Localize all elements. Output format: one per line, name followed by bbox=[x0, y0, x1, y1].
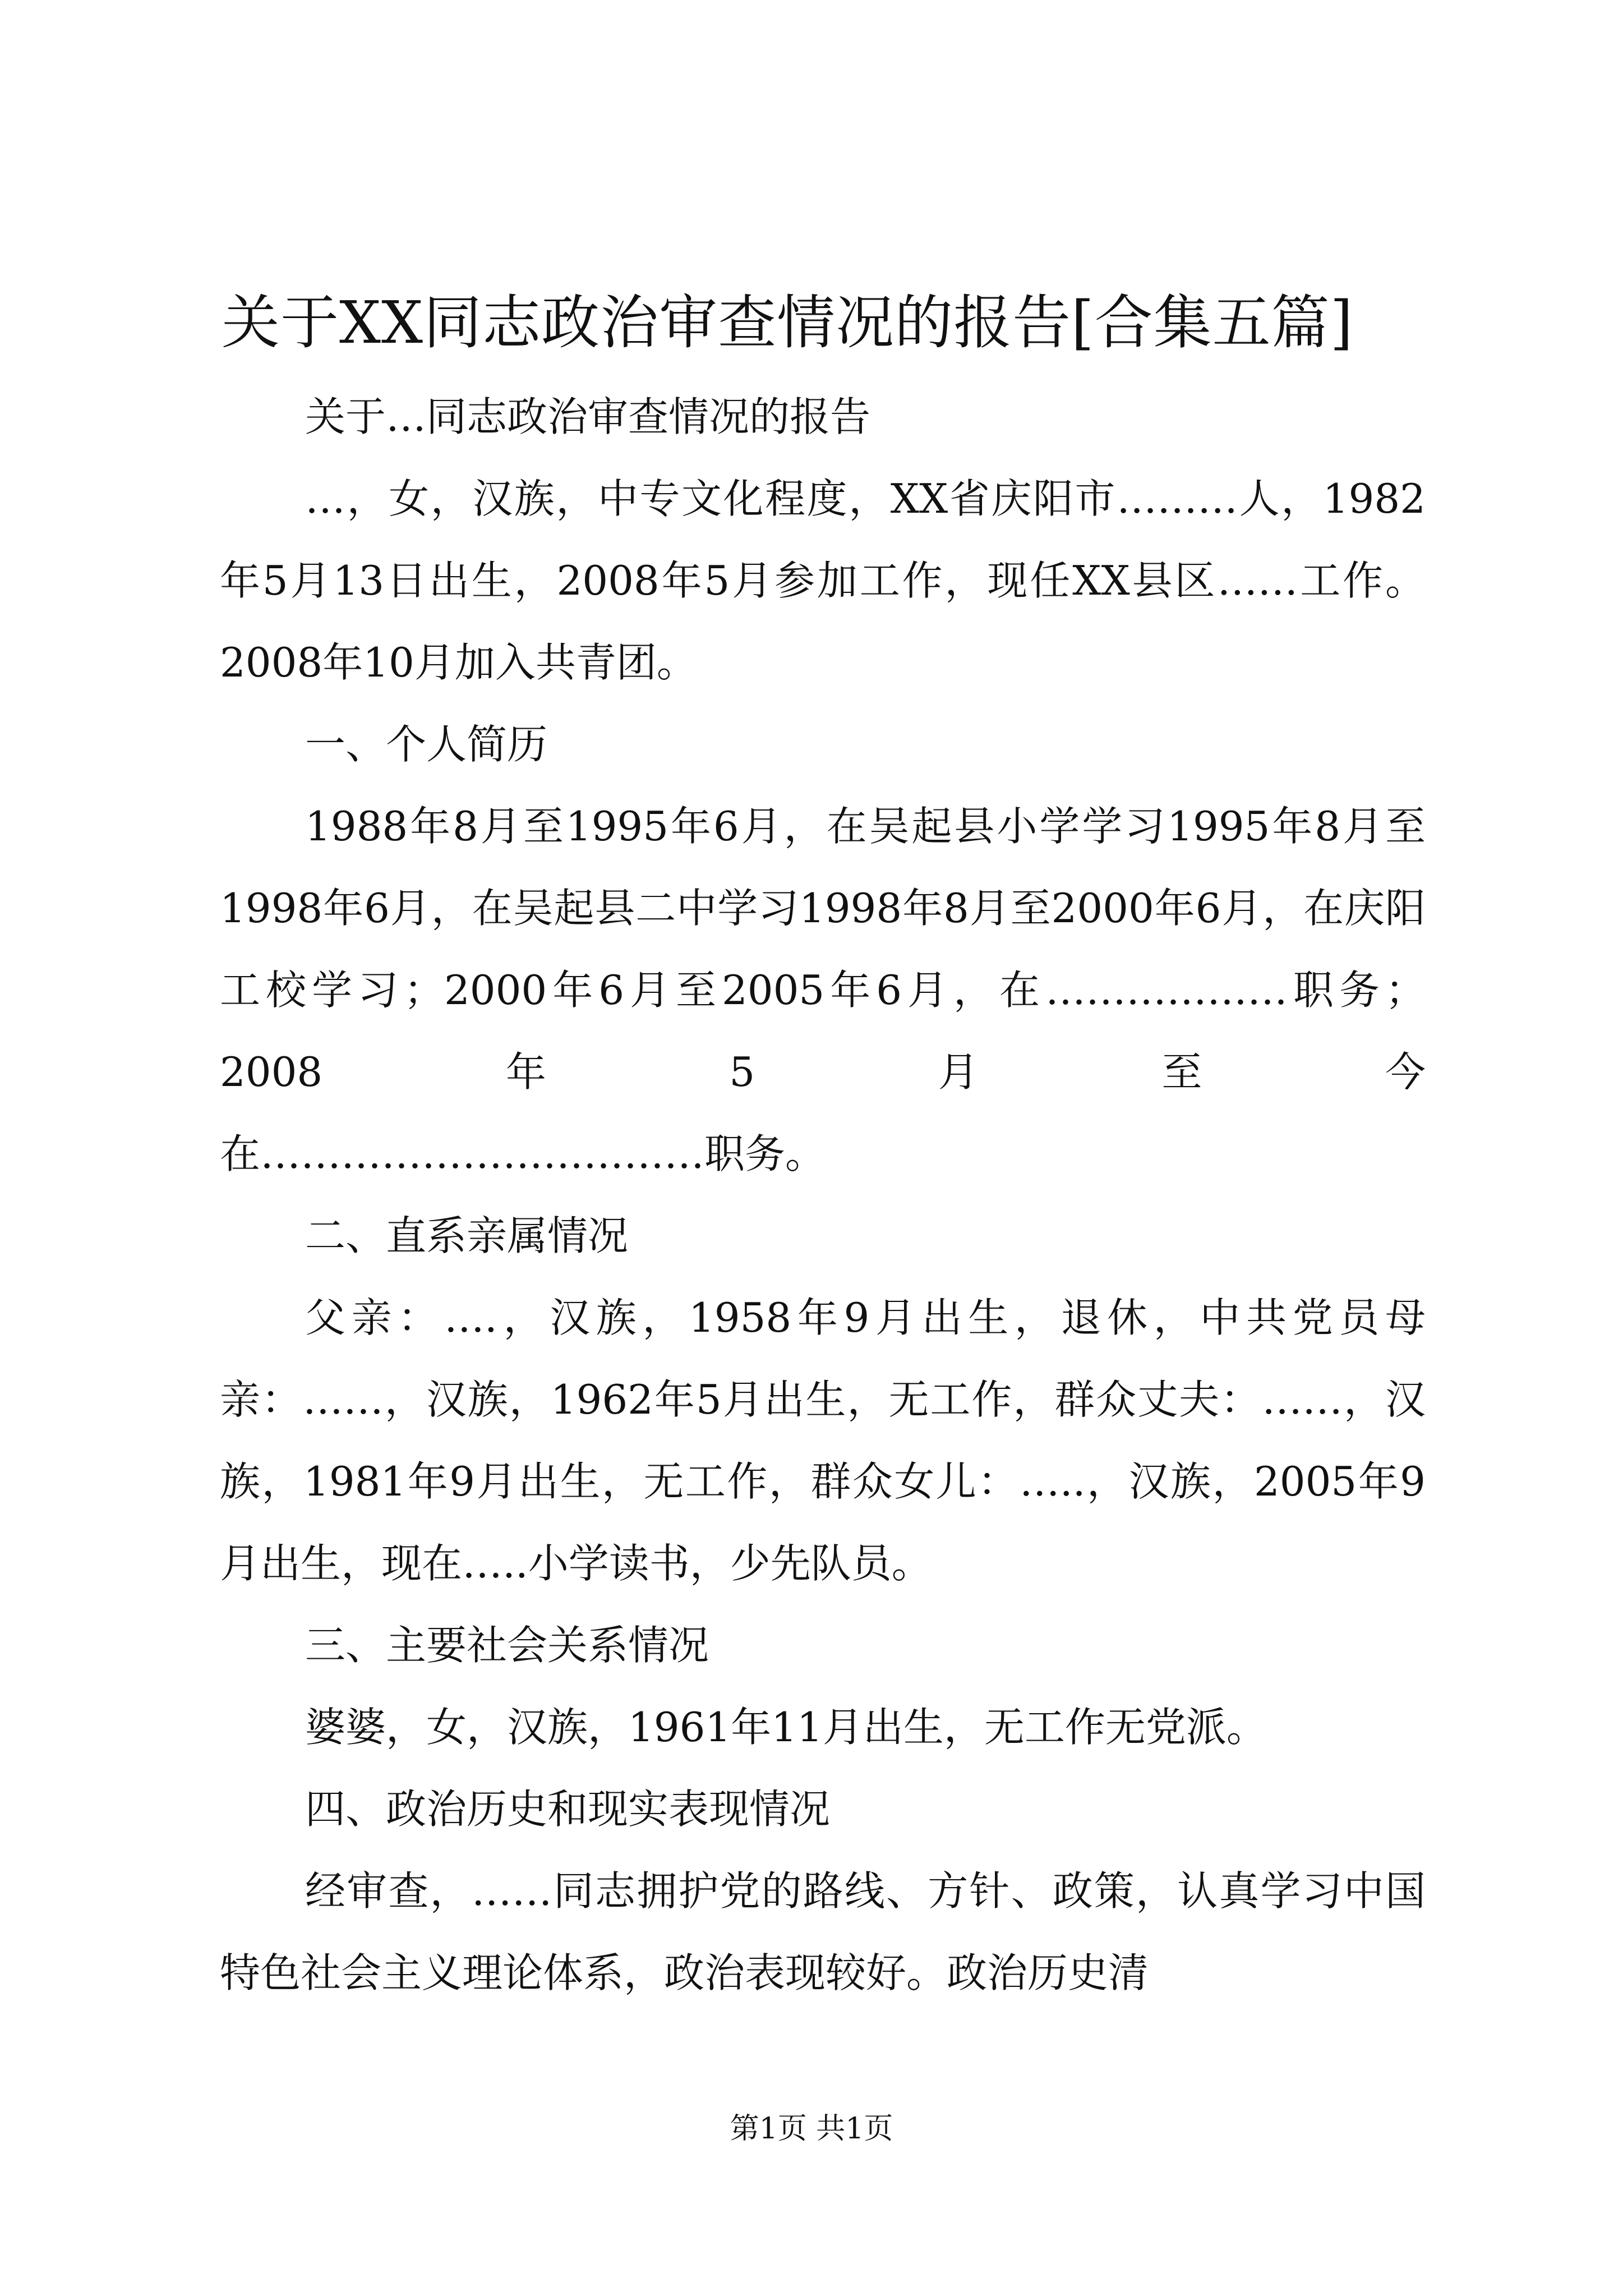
document-title: 关于XX同志政治审查情况的报告[合集五篇] bbox=[222, 288, 1354, 357]
paragraph-political: 经审查，……同志拥护党的路线、方针、政策，认真学习中国特色社会主义理论体系，政治表现较好。政治历史清 bbox=[220, 1867, 1426, 1996]
heading-family: 二、直系亲属情况 bbox=[305, 1212, 629, 1259]
paragraph-resume-tail: 在……………………………职务。 bbox=[220, 1130, 826, 1177]
heading-political: 四、政治历史和现实表现情况 bbox=[305, 1786, 831, 1833]
heading-social: 三、主要社会关系情况 bbox=[305, 1622, 709, 1669]
paragraph-social: 婆婆，女，汉族，1961年11月出生，无工作无党派。 bbox=[305, 1704, 1267, 1751]
document-body bbox=[220, 376, 1426, 2014]
paragraph-resume: 1988年8月至1995年6月，在吴起县小学学习1995年8月至1998年6月，在吴起县二中学习1998年8月至2000年6月，在庆阳工校学习；2000年6月至2005年6月，在………………职务；2008年5月至今 bbox=[220, 803, 1426, 1096]
paragraph-basic-info: …，女，汉族，中专文化程度，XX省庆阳市………人，1982年5月13日出生，2008年5月参加工作，现任XX县区……工作。2008年10月加入共青团。 bbox=[220, 475, 1426, 686]
page-footer: 第1页 共1页 bbox=[730, 2112, 893, 2146]
paragraph-family: 父亲：….，汉族，1958年9月出生，退休，中共党员母亲：……，汉族，1962年5月出生，无工作，群众丈夫：……，汉族，1981年9月出生，无工作，群众女儿：…..，汉族，2005年9月出生，现在…..小学读书，少先队员。 bbox=[220, 1294, 1426, 1587]
paragraph-subtitle: 关于…同志政治审查情况的报告 bbox=[305, 393, 871, 440]
heading-resume: 一、个人简历 bbox=[305, 721, 548, 768]
